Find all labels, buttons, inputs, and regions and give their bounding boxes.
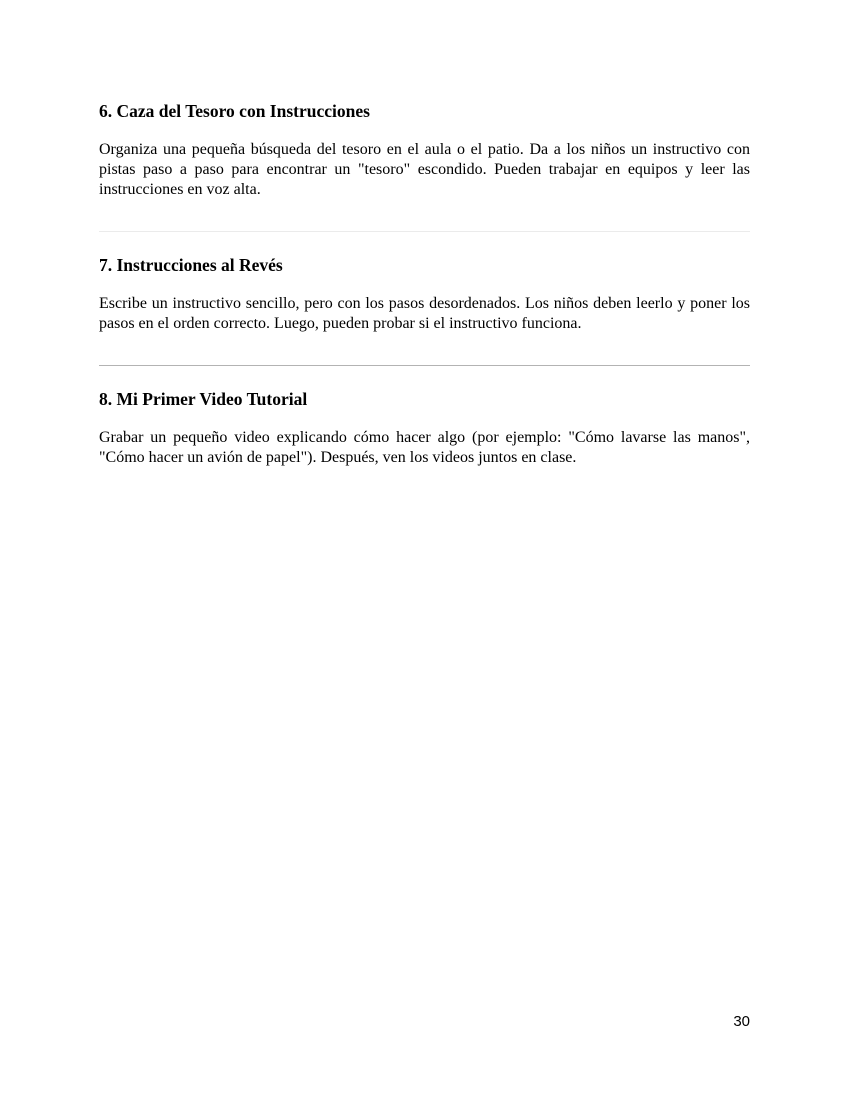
section-divider-light: [99, 231, 750, 232]
section-heading-6: 6. Caza del Tesoro con Instrucciones: [99, 101, 370, 121]
page-number: 30: [733, 1013, 750, 1030]
section-paragraph-6: Organiza una pequeña búsqueda del tesoro en el aula o el patio. Da a los niños un instructivo con pistas paso a paso para encontrar un "tesoro" escondido. Pueden trabajar en equipos y leer las instrucciones en voz alta.: [99, 141, 750, 198]
section-paragraph-7: Escribe un instructivo sencillo, pero con los pasos desordenados. Los niños deben leerlo y poner los pasos en el orden correcto. Luego, pueden probar si el instructivo funciona.: [99, 295, 750, 332]
section-divider-dark: [99, 365, 750, 366]
section-activity-8: [99, 387, 750, 468]
section-activity-7: [99, 253, 750, 334]
section-activity-6: [99, 99, 750, 200]
section-heading-8: 8. Mi Primer Video Tutorial: [99, 389, 308, 409]
section-heading-7: 7. Instrucciones al Revés: [99, 255, 283, 275]
section-paragraph-8: Grabar un pequeño video explicando cómo hacer algo (por ejemplo: "Cómo lavarse las manos", "Cómo hacer un avión de papel"). Después, ven los videos juntos en clase.: [99, 429, 750, 466]
